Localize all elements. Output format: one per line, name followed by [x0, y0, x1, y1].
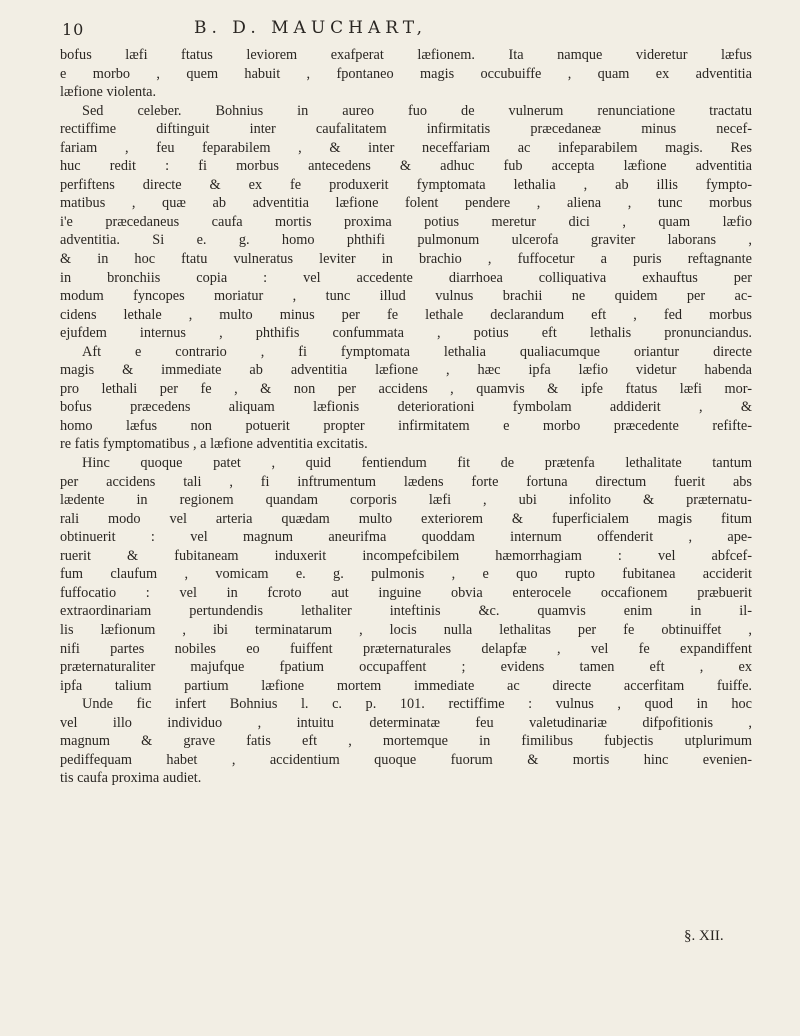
- text-line: in bronchiis copia : vel accedente diarrhoea colliquativa exhauftus per: [60, 269, 752, 286]
- text-line: rali modo vel arteria quædam multo exteriorem & fuperficialem magis fitum: [60, 510, 752, 527]
- text-line: re fatis fymptomatibus , a læfione adventitia excitatis.: [60, 436, 368, 453]
- text-line: præternaturaliter majufque fpatium occupaffent ; evidens tamen eft , ex: [60, 659, 752, 676]
- running-title: B. D. MAUCHART,: [194, 18, 427, 38]
- page-header: [62, 6, 752, 42]
- text-line: tis caufa proxima audiet.: [60, 770, 202, 787]
- text-line: matibus , quæ ab adventitia læfione folent pendere , aliena , tunc morbus: [60, 195, 752, 212]
- text-line: bofus præcedens aliquam læfionis deteriorationi fymbolam addiderit , &: [60, 399, 752, 416]
- text-line: ipfa talium partium læfione mortem immediate ac directe accerfitam fuiffe.: [60, 677, 752, 694]
- text-line: Hinc quoque patet , quid fentiendum fit de prætenfa lethalitate tantum: [82, 455, 752, 472]
- text-line: huc redit : fi morbus antecedens & adhuc fub accepta læfione adventitia: [60, 158, 752, 175]
- text-line: læfione violenta.: [60, 84, 157, 101]
- text-line: modum fyncopes moriatur , tunc illud vulnus brachii ne quidem per ac-: [60, 288, 752, 305]
- text-line: per accidens tali , fi inftrumentum lædens forte fortuna directum fuerit abs: [60, 473, 752, 490]
- text-line: extraordinariam pertundendis lethaliter inteftinis &c. quamvis enim in il-: [60, 603, 752, 620]
- text-line: lædente in regionem quandam corporis læfi , ubi infolito & præternatu-: [60, 492, 752, 509]
- text-line: perfiftens directe & ex fe produxerit fymptomata lethalia , ab illis fympto-: [60, 176, 752, 193]
- text-line: homo læfus non potuerit propter infirmitatem e morbo præcedente refifte-: [60, 417, 752, 434]
- text-line: fuffocatio : vel in fcroto aut inguine obvia enterocele occafionem præbuerit: [60, 584, 752, 601]
- text-line: magnum & grave fatis eft , mortemque in fimilibus fubjectis utplurimum: [60, 733, 752, 750]
- catchword: §. XII.: [684, 928, 724, 944]
- text-line: pediffequam habet , accidentium quoque fuorum & mortis hinc evenien-: [60, 751, 752, 768]
- text-line: e morbo , quem habuit , fpontaneo magis occubuiffe , quam ex adventitia: [60, 65, 752, 82]
- text-line: & in hoc ftatu vulneratus leviter in brachio , fuffocetur a puris reftagnante: [60, 251, 752, 268]
- text-line: magis & immediate ab adventitia læfione , hæc ipfa læfio videtur habenda: [60, 362, 752, 379]
- body-text: [60, 46, 752, 788]
- text-line: vel illo individuo , intuitu determinatæ feu valetudinariæ difpofitionis ,: [60, 714, 752, 731]
- text-line: obtinuerit : vel magnum aneurifma quoddam internum offenderit , ape-: [60, 529, 752, 546]
- text-line: fum claufum , vomicam e. g. pulmonis , e quo rupto fubitanea acciderit: [60, 566, 752, 583]
- text-line: lis læfionum , ibi terminatarum , locis nulla lethalitas per fe obtinuiffet ,: [60, 621, 752, 638]
- text-line: pro lethali per fe , & non per accidens , quamvis & ipfe ftatus læfi mor-: [60, 380, 752, 397]
- text-line: fariam , feu feparabilem , & inter neceffariam ac infeparabilem magis. Res: [60, 139, 752, 156]
- text-line: rectiffime diftinguit inter caufalitatem infirmitatis præcedaneæ minus necef-: [60, 121, 752, 138]
- text-line: Aft e contrario , fi fymptomata lethalia qualiacumque oriantur directe: [82, 343, 752, 360]
- page-number: 10: [62, 20, 85, 39]
- text-line: bofus læfi ftatus leviorem exafperat læfionem. Ita namque videretur læfus: [60, 47, 752, 63]
- text-line: adventitia. Si e. g. homo phthifi pulmonum ulcerofa graviter laborans ,: [60, 232, 752, 249]
- text-line: cidens lethale , multo minus per fe lethale declarandum eft , fed morbus: [60, 306, 752, 323]
- text-line: Sed celeber. Bohnius in aureo fuo de vulnerum renunciatione tractatu: [82, 102, 752, 119]
- text-line: Unde fic infert Bohnius l. c. p. 101. rectiffime : vulnus , quod in hoc: [82, 696, 752, 713]
- text-line: ejufdem internus , phthifis confummata , potius eft lethalis pronunciandus.: [60, 325, 752, 342]
- text-line: nifi partes nobiles eo fuiffent præternaturales delapfæ , vel fe expandiffent: [60, 640, 752, 657]
- text-line: i'e præcedaneus caufa mortis proxima potius meretur dici , quam læfio: [60, 213, 752, 230]
- text-line: ruerit & fubitaneam induxerit incompefcibilem hæmorrhagiam : vel abfcef-: [60, 547, 752, 564]
